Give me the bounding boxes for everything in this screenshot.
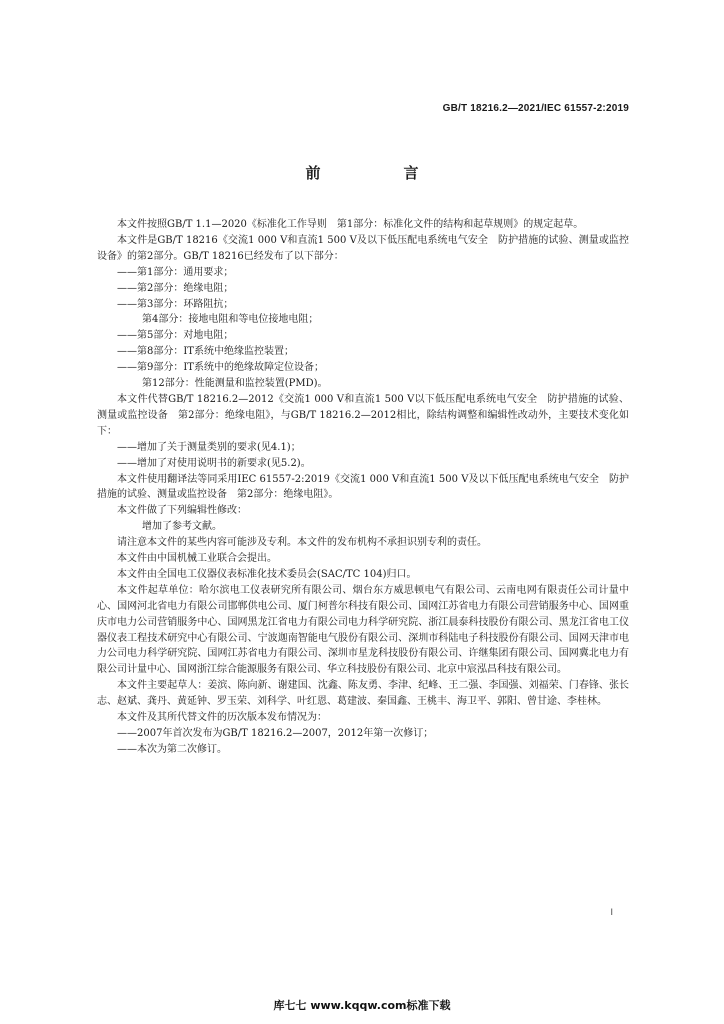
paragraph: ——本次为第二次修订。 [117,743,227,755]
paragraph: 本文件主要起草人：姜滨、陈向新、谢建国、沈鑫、陈友勇、李津、纪峰、王二强、李国强、刘福荣、门春锋、张长志、赵斌、龚丹、黄延钟、罗玉荣、刘科学、叶红恩、葛建波、秦国鑫、王桃丰、海卫平、郭阳、曾甘途、李桂林。 [97,680,629,708]
paragraph: 本文件及其所代替文件的历次版本发布情况为： [117,712,327,724]
paragraph: 本文件按照GB/T 1.1—2020《标准化工作导则 第1部分：标准化文件的结构和起草规则》的规定起草。 [117,219,584,230]
paragraph: 本文件由全国电工仪器仪表标准化技术委员会(SAC/TC 104)归口。 [117,568,417,580]
paragraph: 第4部分：接地电阻和等电位接地电阻； [142,314,319,326]
paragraph: 请注意本文件的某些内容可能涉及专利。本文件的发布机构不承担识别专利的责任。 [117,537,487,549]
standard-code: GB/T 18216.2—2021/IEC 61557-2:2019 [442,103,629,114]
paragraph: 本文件起草单位：哈尔滨电工仪表研究所有限公司、烟台东方威思顿电气有限公司、云南电网有限责任公司计量中心、国网河北省电力有限公司邯郸供电公司、厦门柯普尔科技有限公司、国网江苏省电力有限公司营销服务中心、国网重庆市电力公司营销服务中心、国网黑龙江省电力有限公司电力科学研究院、浙江晨泰科技股份有限公司、黑龙江省电工仪器仪表工程技术研究中心有限公司、宁波迦南智能电气股份有限公司、深圳市科陆电子科技股份有限公司、国网天津市电力公司电力科学研究院、国网江苏省电力有限公司、深圳市星龙科技股份有限公司、许继集团有限公司、国网冀北电力有限公司计量中心、国网浙江综合能源服务有限公司、华立科技股份有限公司、北京中宸泓昌科技有限公司。 [97,584,629,676]
paragraph: 本文件代替GB/T 18216.2—2012《交流1 000 V和直流1 500 V以下低压配电系统电气安全 防护措施的试验、测量或监控设备 第2部分：绝缘电阻》，与GB/T 18216.2—2012相比，除结构调整和编辑性改动外，主要技术变化如下： [97,393,629,437]
paragraph: ——第2部分：绝缘电阻； [117,282,234,294]
footer-watermark-text: 库七七 www.kqqw.com标准下载 [273,999,451,1012]
paragraph: 本文件使用翻译法等同采用IEC 61557-2:2019《交流1 000 V和直流1 500 V及以下低压配电系统电气安全 防护措施的试验、测量或监控设备 第2部分：绝缘电阻》。 [97,473,629,501]
paragraph: ——2007年首次发布为GB/T 18216.2—2007，2012年第一次修订； [117,728,434,739]
paragraph: 第12部分：性能测量和监控装置(PMD)。 [142,378,328,390]
paragraph: ——增加了关于测量类别的要求(见4.1)； [117,441,301,453]
paragraph: ——增加了对使用说明书的新要求(见5.2)。 [117,457,311,469]
paragraph: 本文件是GB/T 18216《交流1 000 V和直流1 500 V及以下低压配电系统电气安全 防护措施的试验、测量或监控设备》的第2部分。GB/T 18216已经发布了以下部分： [97,234,629,262]
paragraph: ——第3部分：环路阻抗； [117,298,234,310]
paragraph: 本文件做了下列编辑性修改： [117,505,247,517]
page-title: 前 言 [305,164,453,182]
page-number: I [610,907,613,917]
paragraph: ——第8部分：IT系统中绝缘监控装置； [117,346,294,358]
paragraph: ——第5部分：对地电阻； [117,330,234,342]
document-body [97,217,629,758]
paragraph: 本文件由中国机械工业联合会提出。 [117,553,277,565]
paragraph: 增加了参考文献。 [142,521,222,533]
paragraph: ——第9部分：IT系统中的绝缘故障定位设备； [117,362,324,374]
paragraph: ——第1部分：通用要求； [117,266,234,278]
